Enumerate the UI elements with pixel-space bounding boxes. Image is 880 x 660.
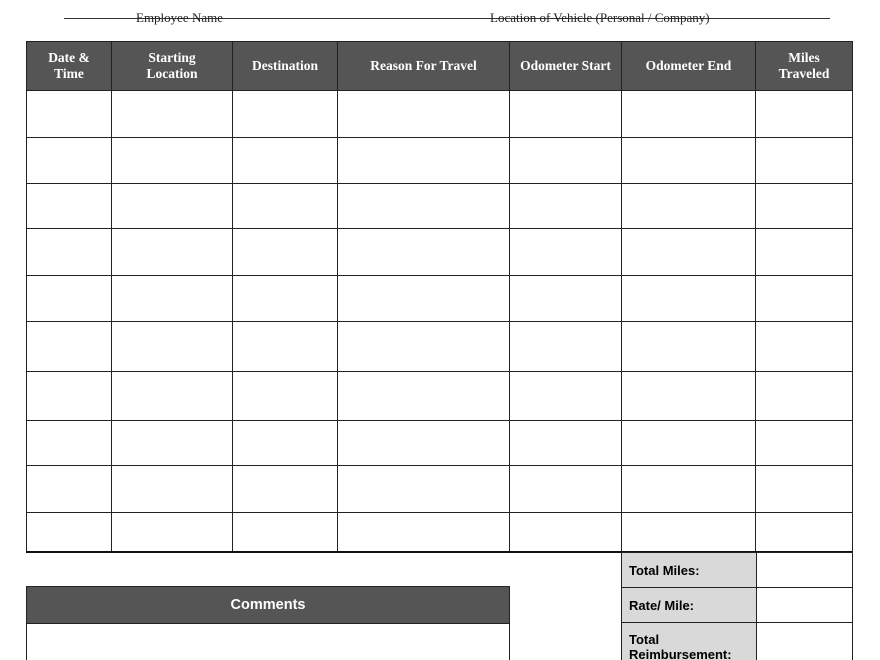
- table-row: [27, 276, 853, 322]
- cell-odometer-end[interactable]: [622, 184, 756, 229]
- cell-destination[interactable]: [233, 276, 338, 322]
- cell-odometer-start[interactable]: [510, 466, 622, 513]
- cell-date-time[interactable]: [27, 372, 112, 421]
- col-odometer-end: Odometer End: [622, 42, 756, 91]
- table-row: [27, 184, 853, 229]
- cell-miles-traveled[interactable]: [756, 322, 853, 372]
- cell-miles-traveled[interactable]: [756, 184, 853, 229]
- cell-odometer-end[interactable]: [622, 276, 756, 322]
- cell-destination[interactable]: [233, 138, 338, 184]
- cell-destination[interactable]: [233, 372, 338, 421]
- cell-destination[interactable]: [233, 421, 338, 466]
- cell-date-time[interactable]: [27, 276, 112, 322]
- table-row: [27, 322, 853, 372]
- cell-starting-location[interactable]: [112, 513, 233, 552]
- cell-starting-location[interactable]: [112, 276, 233, 322]
- cell-odometer-end[interactable]: [622, 421, 756, 466]
- cell-starting-location[interactable]: [112, 229, 233, 276]
- col-starting-location: Starting Location: [112, 42, 233, 91]
- total-miles-row: [622, 553, 853, 588]
- cell-odometer-start[interactable]: [510, 138, 622, 184]
- total-miles-label: Total Miles:: [622, 553, 757, 588]
- cell-starting-location[interactable]: [112, 466, 233, 513]
- cell-reason[interactable]: [338, 466, 510, 513]
- cell-odometer-start[interactable]: [510, 276, 622, 322]
- cell-starting-location[interactable]: [112, 372, 233, 421]
- table-row: [27, 513, 853, 552]
- cell-date-time[interactable]: [27, 466, 112, 513]
- rate-per-mile-label: Rate/ Mile:: [622, 588, 757, 623]
- cell-miles-traveled[interactable]: [756, 513, 853, 552]
- cell-odometer-end[interactable]: [622, 466, 756, 513]
- cell-date-time[interactable]: [27, 138, 112, 184]
- cell-reason[interactable]: [338, 372, 510, 421]
- col-reason-for-travel: Reason For Travel: [338, 42, 510, 91]
- cell-destination[interactable]: [233, 91, 338, 138]
- col-miles-traveled: Miles Traveled: [756, 42, 853, 91]
- cell-odometer-end[interactable]: [622, 229, 756, 276]
- table-row: [27, 372, 853, 421]
- cell-reason[interactable]: [338, 421, 510, 466]
- cell-miles-traveled[interactable]: [756, 421, 853, 466]
- cell-date-time[interactable]: [27, 184, 112, 229]
- cell-miles-traveled[interactable]: [756, 276, 853, 322]
- cell-miles-traveled[interactable]: [756, 466, 853, 513]
- table-row: [27, 466, 853, 513]
- cell-destination[interactable]: [233, 466, 338, 513]
- mileage-log-table: [26, 41, 853, 553]
- table-row: [27, 138, 853, 184]
- comments-box: [26, 586, 510, 660]
- reimbursement-row: [622, 623, 853, 660]
- cell-date-time[interactable]: [27, 513, 112, 552]
- cell-odometer-start[interactable]: [510, 91, 622, 138]
- cell-starting-location[interactable]: [112, 184, 233, 229]
- cell-odometer-end[interactable]: [622, 372, 756, 421]
- cell-miles-traveled[interactable]: [756, 372, 853, 421]
- table-body: [27, 91, 853, 552]
- cell-odometer-start[interactable]: [510, 229, 622, 276]
- cell-reason[interactable]: [338, 229, 510, 276]
- vehicle-type-label: Location of Vehicle (Personal / Company): [490, 10, 710, 25]
- cell-miles-traveled[interactable]: [756, 138, 853, 184]
- total-miles-field[interactable]: [757, 553, 853, 588]
- table-row: [27, 229, 853, 276]
- cell-odometer-end[interactable]: [622, 138, 756, 184]
- col-date-time: Date & Time: [27, 42, 112, 91]
- employee-name-label: Employee Name: [136, 10, 223, 25]
- cell-destination[interactable]: [233, 322, 338, 372]
- cell-odometer-end[interactable]: [622, 322, 756, 372]
- cell-destination[interactable]: [233, 513, 338, 552]
- comments-header: Comments: [27, 587, 509, 624]
- cell-destination[interactable]: [233, 229, 338, 276]
- totals-table: [621, 552, 853, 660]
- cell-odometer-end[interactable]: [622, 513, 756, 552]
- cell-miles-traveled[interactable]: [756, 91, 853, 138]
- col-destination: Destination: [233, 42, 338, 91]
- table-row: [27, 91, 853, 138]
- cell-starting-location[interactable]: [112, 421, 233, 466]
- cell-starting-location[interactable]: [112, 138, 233, 184]
- col-odometer-start: Odometer Start: [510, 42, 622, 91]
- cell-odometer-start[interactable]: [510, 421, 622, 466]
- table-header-row: [27, 42, 853, 91]
- rate-per-mile-field[interactable]: [757, 588, 853, 623]
- cell-reason[interactable]: [338, 184, 510, 229]
- cell-miles-traveled[interactable]: [756, 229, 853, 276]
- rate-row: [622, 588, 853, 623]
- cell-reason[interactable]: [338, 276, 510, 322]
- total-reimbursement-field[interactable]: [757, 623, 853, 660]
- cell-odometer-start[interactable]: [510, 372, 622, 421]
- cell-starting-location[interactable]: [112, 91, 233, 138]
- cell-reason[interactable]: [338, 513, 510, 552]
- cell-odometer-end[interactable]: [622, 91, 756, 138]
- cell-reason[interactable]: [338, 91, 510, 138]
- cell-date-time[interactable]: [27, 91, 112, 138]
- total-reimbursement-label: Total Reimbursement:: [622, 623, 757, 660]
- top-rule: [64, 10, 830, 25]
- cell-odometer-start[interactable]: [510, 513, 622, 552]
- cell-reason[interactable]: [338, 138, 510, 184]
- comments-field[interactable]: [27, 624, 509, 660]
- cell-reason[interactable]: [338, 322, 510, 372]
- cell-destination[interactable]: [233, 184, 338, 229]
- cell-date-time[interactable]: [27, 229, 112, 276]
- cell-starting-location[interactable]: [112, 322, 233, 372]
- cell-date-time[interactable]: [27, 421, 112, 466]
- table-row: [27, 421, 853, 466]
- cell-odometer-start[interactable]: [510, 184, 622, 229]
- cell-date-time[interactable]: [27, 322, 112, 372]
- cell-odometer-start[interactable]: [510, 322, 622, 372]
